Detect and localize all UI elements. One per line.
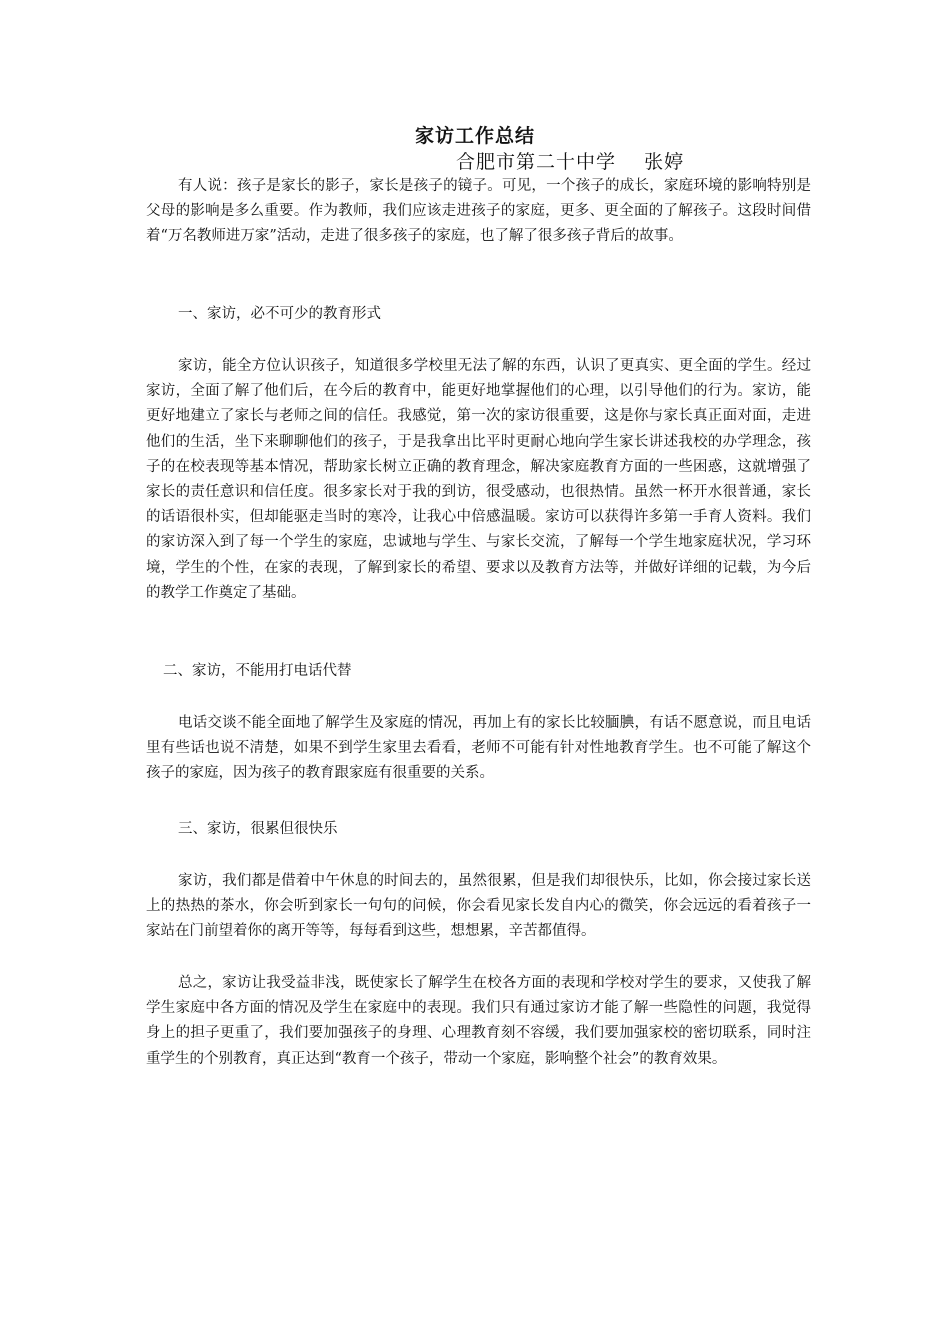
section-body-1: 家访，能全方位认识孩子，知道很多学校里无法了解的东西，认识了更真实、更全面的学生。经过家访，全面了解了他们后，在今后的教育中，能更好地掌握他们的心理，以引导他们的行为。家访，能更好地建立了家长与老师之间的信任。我感觉，第一次的家访很重要，这是你与家长真正面对面，走进他们的生活，坐下来聊聊他们的孩子，于是我拿出比平时更耐心地向学生家长讲述我校的办学理念，孩子的在校表现等基本情况，帮助家长树立正确的教育理念，解决家庭教育方面的一些困惑，这就增强了家长的责任意识和信任度。很多家长对于我的到访，很受感动，也很热情。虽然一杯开水很普通，家长的话语很朴实，但却能驱走当时的寒冷，让我心中倍感温暖。家访可以获得许多第一手育人资料。我们的家访深入到了每一个学生的家庭，忠诚地与学生、与家长交流，了解每一个学生地家庭状况，学习环境，学生的个性，在家的表现，了解到家长的希望、要求以及教育方法等，并做好详细的记载，为今后的教学工作奠定了基础。 bbox=[146, 358, 811, 601]
section-body-2: 电话交谈不能全面地了解学生及家庭的情况，再加上有的家长比较腼腆，有话不愿意说，而且电话里有些话也说不清楚，如果不到学生家里去看看，老师不可能有针对性地教育学生。也不可能了解这个孩子的家庭，因为孩子的教育跟家庭有很重要的关系。 bbox=[146, 715, 811, 782]
section-body-3: 家访，我们都是借着中午休息的时间去的，虽然很累，但是我们却很快乐，比如，你会接过家长送上的热热的茶水，你会听到家长一句句的问候，你会看见家长发自内心的微笑，你会远远的看着孩子一家站在门前望着你的离开等等，每每看到这些，想想累，辛苦都值得。 bbox=[146, 873, 811, 940]
section-heading-3: 三、家访，很累但很快乐 bbox=[178, 821, 338, 837]
intro-paragraph: 有人说：孩子是家长的影子，家长是孩子的镜子。可见，一个孩子的成长，家庭环境的影响特别是父母的影响是多么重要。作为教师，我们应该走进孩子的家庭，更多、更全面的了解孩子。这段时间借着“万名教师进万家”活动，走进了很多孩子的家庭，也了解了很多孩子背后的故事。 bbox=[146, 178, 811, 245]
conclusion-paragraph: 总之，家访让我受益非浅，既使家长了解学生在校各方面的表现和学校对学生的要求，又使我了解学生家庭中各方面的情况及学生在家庭中的表现。我们只有通过家访才能了解一些隐性的问题，我觉得身上的担子更重了，我们要加强孩子的身理、心理教育刻不容缓，我们要加强家校的密切联系，同时注重学生的个别教育，真正达到“教育一个孩子，带动一个家庭，影响整个社会”的教育效果。 bbox=[146, 975, 811, 1067]
section-heading-1: 一、家访，必不可少的教育形式 bbox=[178, 306, 381, 322]
document-title: 家访工作总结 bbox=[414, 125, 535, 147]
author-line: 合肥市第二十中学 张婷 bbox=[456, 151, 685, 173]
section-heading-2: 二、家访，不能用打电话代替 bbox=[163, 663, 352, 679]
